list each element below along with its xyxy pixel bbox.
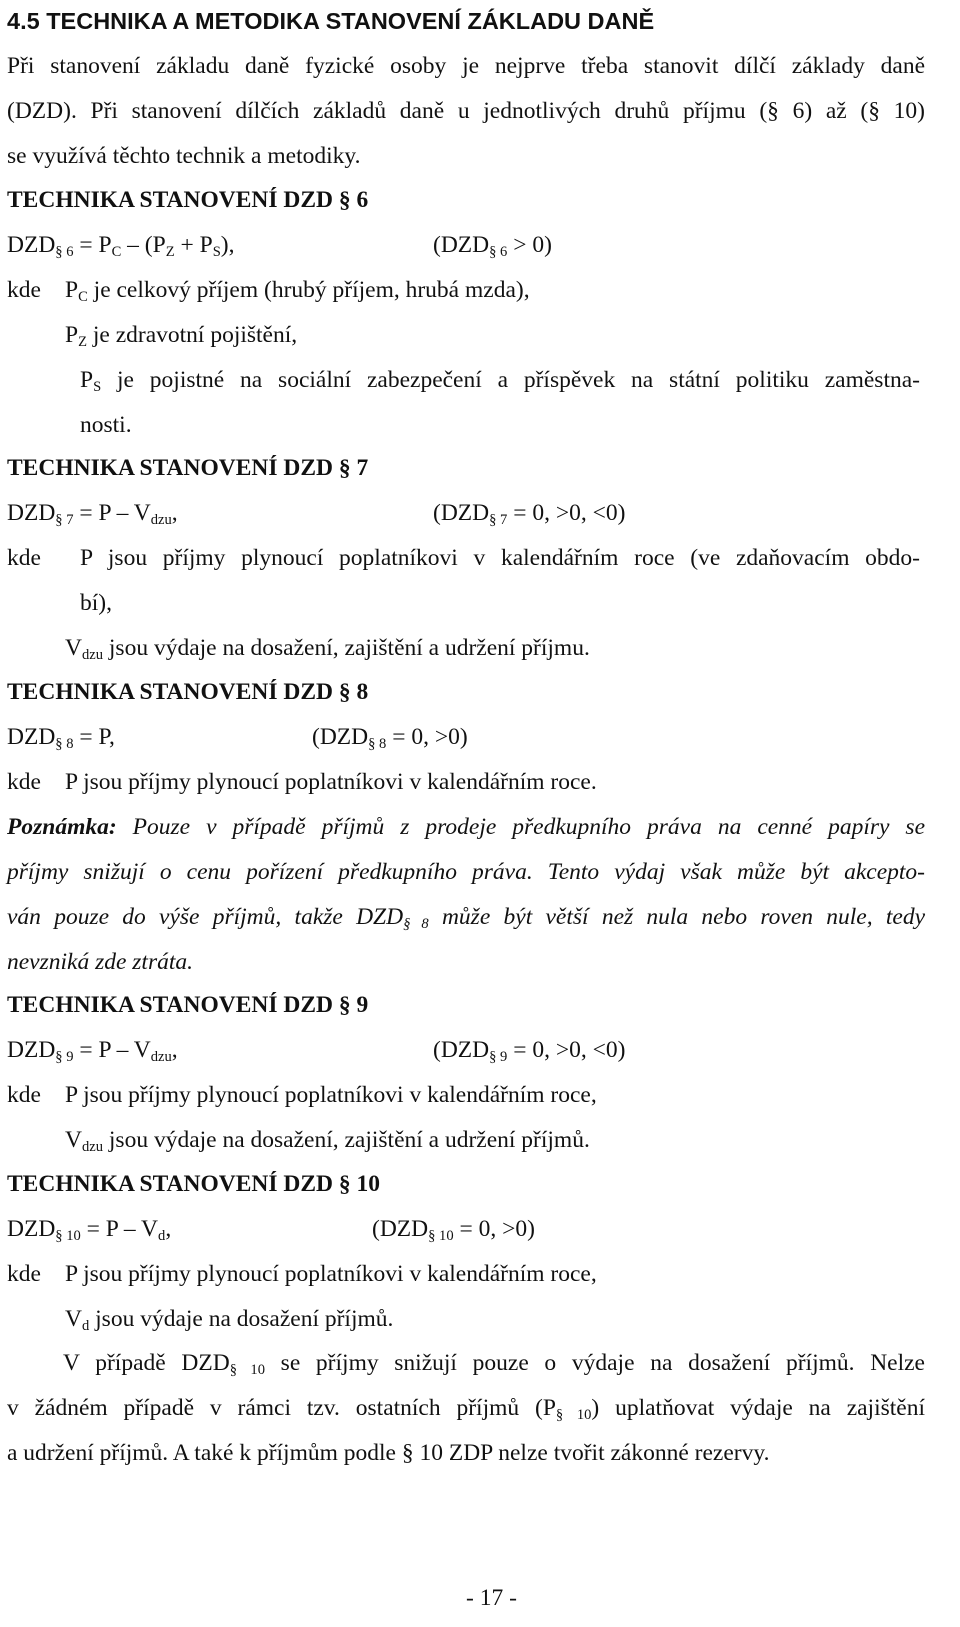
- condition-dzd-9: ($DZD_{\S 9} = 0$, >0, <0): [433, 1037, 626, 1066]
- intro-line-1: Při stanovení základu daně fyzické osoby je nejprve třeba stanovit dílčí základy daně: [7, 53, 925, 79]
- formula-dzd-10: $DZD_{\S 10} = P - V_d$,: [7, 1216, 172, 1245]
- p-definition-10: P jsou příjmy plynoucí poplatníkovi v kalendářním roce,: [65, 1261, 597, 1287]
- heading-dzd-9: TECHNIKA STANOVENÍ DZD § 9: [7, 992, 369, 1018]
- pc-definition: $P_C$ je celkový příjem (hrubý příjem, hrubá mzda),: [65, 277, 530, 306]
- ps-definition-cont: nosti.: [80, 412, 132, 438]
- pz-definition: $P_Z$ je zdravotní pojištění,: [65, 322, 298, 351]
- heading-dzd-6: TECHNIKA STANOVENÍ DZD § 6: [7, 187, 369, 213]
- intro-line-3: se využívá těchto technik a metodiky.: [7, 143, 361, 169]
- heading-dzd-10: TECHNIKA STANOVENÍ DZD § 10: [7, 1171, 381, 1197]
- p-definition-7: P jsou příjmy plynoucí poplatníkovi v kalendářním roce (ve zdaňovacím obdo-: [80, 545, 920, 571]
- v-definition-7: $V_{dzu}$ jsou výdaje na dosažení, zajištění a udržení příjmu.: [65, 635, 590, 664]
- note-line-1: Poznámka: Pouze v případě příjmů z prodeje předkupního práva na cenné papíry se: [7, 814, 925, 840]
- p-definition-9: P jsou příjmy plynoucí poplatníkovi v kalendářním roce,: [65, 1082, 597, 1108]
- note-label: Poznámka:: [7, 814, 117, 840]
- p-definition-8: P jsou příjmy plynoucí poplatníkovi v kalendářním roce.: [65, 769, 597, 795]
- v-definition-9: $V_{dzu}$ jsou výdaje na dosažení, zajištění a udržení příjmů.: [65, 1127, 590, 1156]
- final-line-3: a udržení příjmů. A také k příjmům podle § 10 ZDP nelze tvořit zákonné rezervy.: [7, 1440, 770, 1466]
- intro-line-2: (DZD). Při stanovení dílčích základů daně u jednotlivých druhů příjmu (§ 6) až (§ 10): [7, 98, 925, 124]
- p-definition-7-cont: bí),: [80, 590, 112, 616]
- condition-dzd-7: ($DZD_{\S 7} = 0$, >0, <0): [433, 500, 626, 529]
- page-number: - 17 -: [466, 1585, 517, 1611]
- kde-label-6: kde: [7, 277, 41, 303]
- kde-label-10: kde: [7, 1261, 41, 1287]
- note-line-2: příjmy snižují o cenu pořízení předkupního práva. Tento výdaj však může být akcepto-: [7, 859, 925, 885]
- formula-dzd-6: $DZD_{\S 6} = P_C - (P_Z + P_S)$,: [7, 232, 235, 261]
- kde-label-9: kde: [7, 1082, 41, 1108]
- note-line-3: ván pouze do výše příjmů, takže $DZD_{\S 8}$ může být větší než nula nebo roven nule, tedy: [7, 904, 926, 933]
- kde-label-8: kde: [7, 769, 41, 795]
- formula-dzd-7: $DZD_{\S 7} = P - V_{dzu}$,: [7, 500, 178, 529]
- section-title: 4.5 TECHNIKA A METODIKA STANOVENÍ ZÁKLADU DANĚ: [7, 8, 655, 34]
- condition-dzd-10: ($DZD_{\S 10} = 0$, >0): [372, 1216, 535, 1245]
- v-definition-10: $V_d$ jsou výdaje na dosažení příjmů.: [65, 1306, 394, 1335]
- formula-dzd-9: $DZD_{\S 9} = P - V_{dzu}$,: [7, 1037, 178, 1066]
- final-line-1: V případě $DZD_{\S 10}$ se příjmy snižují pouze o výdaje na dosažení příjmů. Nelze: [63, 1350, 925, 1379]
- condition-dzd-8: ($DZD_{\S 8} = 0$, >0): [312, 724, 468, 753]
- heading-dzd-7: TECHNIKA STANOVENÍ DZD § 7: [7, 455, 369, 481]
- heading-dzd-8: TECHNIKA STANOVENÍ DZD § 8: [7, 679, 369, 705]
- ps-definition: $P_S$ je pojistné na sociální zabezpečení a příspěvek na státní politiku zaměstna-: [80, 367, 920, 396]
- note-line-4: nevzniká zde ztráta.: [7, 949, 194, 975]
- formula-dzd-8: $DZD_{\S 8} = P$,: [7, 724, 115, 753]
- kde-label-7: kde: [7, 545, 41, 571]
- condition-dzd-6: $(DZD_{\S 6} > 0)$: [433, 232, 552, 261]
- final-line-2: v žádném případě v rámci tzv. ostatních příjmů $(P_{\S 10})$ uplatňovat výdaje na zajištění: [7, 1395, 925, 1424]
